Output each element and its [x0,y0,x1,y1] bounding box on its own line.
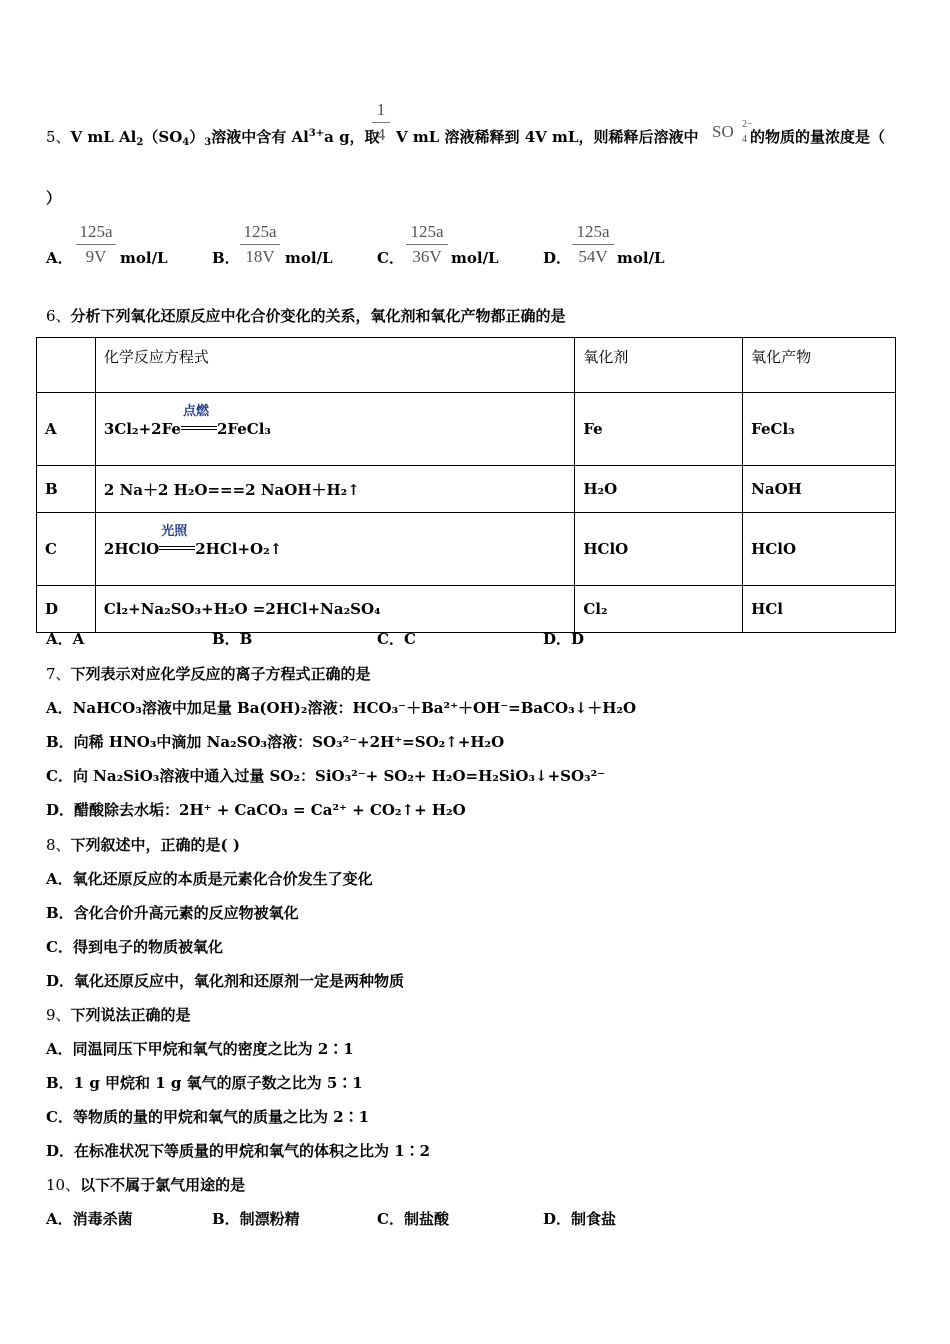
q5-option-a-label: A． [46,249,73,267]
q8-option-b[interactable]: B．含化合价升高元素的反应物被氧化 [46,904,299,922]
reaction-condition: 点燃 [181,420,217,438]
q5-option-a-fraction: 125a 9V [76,222,116,267]
row-equation: 2HClO 光照 2HCl+O₂↑ [95,513,574,586]
row-product: HClO [743,513,896,586]
q5-sulfate-ion: SO 2− 4 [712,119,753,145]
q5-stem-end: 的物质的量浓度是（ [750,128,886,146]
q5-option-c-label: C． [377,249,404,267]
q10-option-b[interactable]: B．制漂粉精 [212,1210,300,1228]
q6-answer-b[interactable]: B．B [212,630,253,648]
q9-option-a[interactable]: A．同温同压下甲烷和氧气的密度之比为 2∶1 [46,1040,354,1058]
row-label: A [37,393,96,466]
q6-answer-d[interactable]: D．D [543,630,585,648]
q5-number: 5、 [46,128,71,146]
q7-option-c[interactable]: C．向 Na₂SiO₃溶液中通入过量 SO₂：SiO₃²⁻+ SO₂+ H₂O=H₂SiO₃↓+SO₃²⁻ [46,767,606,785]
q7-option-b[interactable]: B．向稀 HNO₃中滴加 Na₂SO₃溶液：SO₃²⁻+2H⁺=SO₂↑+H₂O [46,733,505,751]
q6-stem: 6、分析下列氧化还原反应中化合价变化的关系，氧化剂和氧化产物都正确的是 [46,307,566,325]
q10-option-c[interactable]: C．制盐酸 [377,1210,449,1228]
q5-option-a-unit: mol/L [120,249,168,267]
q7-option-a[interactable]: A．NaHCO₃溶液中加足量 Ba(OH)₂溶液：HCO₃⁻＋Ba²⁺＋OH⁻=BaCO₃↓＋H₂O [46,699,637,717]
row-equation: 3Cl₂+2Fe 点燃 2FeCl₃ [95,393,574,466]
row-label: C [37,513,96,586]
q9-option-b[interactable]: B．1 g 甲烷和 1 g 氧气的原子数之比为 5∶1 [46,1074,363,1092]
table-row [37,586,896,633]
q8-option-c[interactable]: C．得到电子的物质被氧化 [46,938,223,956]
row-product: FeCl₃ [743,393,896,466]
row-equation: Cl₂+Na₂SO₃+H₂O =2HCl+Na₂SO₄ [95,586,574,633]
q5-fraction-quarter: 1 4 [372,100,390,145]
header-oxidant: 氧化剂 [575,338,743,393]
header-blank [37,338,96,393]
row-product: NaOH [743,466,896,513]
row-oxidant: Fe [575,393,743,466]
header-product: 氧化产物 [743,338,896,393]
row-oxidant: Cl₂ [575,586,743,633]
q10-option-a[interactable]: A．消毒杀菌 [46,1210,133,1228]
row-label: D [37,586,96,633]
q9-option-c[interactable]: C．等物质的量的甲烷和氧气的质量之比为 2∶1 [46,1108,370,1126]
q5-option-c-unit: mol/L [451,249,499,267]
q6-answer-c[interactable]: C．C [377,630,416,648]
q9-option-d[interactable]: D．在标准状况下等质量的甲烷和氧气的体积之比为 1∶2 [46,1142,431,1160]
row-equation: 2 Na＋2 H₂O===2 NaOH＋H₂↑ [95,466,574,513]
table-row [37,466,896,513]
header-equation: 化学反应方程式 [95,338,574,393]
table-row [37,513,896,586]
q5-stem-cont: V mL 溶液稀释到 4V mL，则稀释后溶液中 [396,128,699,146]
q8-stem: 8、下列叙述中，正确的是( ) [46,836,240,854]
q5-option-b-label: B． [212,249,240,267]
row-product: HCl [743,586,896,633]
q5-close-paren: ） [46,189,62,207]
q10-stem: 10、以下不属于氯气用途的是 [46,1176,246,1194]
row-oxidant: HClO [575,513,743,586]
reaction-condition: 光照 [159,540,195,558]
q5-option-d-fraction: 125a 54V [572,222,614,267]
q7-stem: 7、下列表示对应化学反应的离子方程式正确的是 [46,665,371,683]
q5-option-b-unit: mol/L [285,249,333,267]
q10-option-d[interactable]: D．制食盐 [543,1210,617,1228]
row-oxidant: H₂O [575,466,743,513]
q7-option-d[interactable]: D．醋酸除去水垢：2H⁺ + CaCO₃ = Ca²⁺ + CO₂↑+ H₂O [46,801,466,819]
table-header-row [37,338,896,393]
q9-stem: 9、下列说法正确的是 [46,1006,191,1024]
row-label: B [37,466,96,513]
q6-reaction-table [36,337,896,633]
q5-option-d-label: D． [543,249,572,267]
q8-option-d[interactable]: D．氧化还原反应中，氧化剂和还原剂一定是两种物质 [46,972,405,990]
q5-stem: 5、V mL $Al_2(SO_4)_3$溶液中含有 $Al^{3+}a$ g，取 [46,128,380,148]
q5-option-c-fraction: 125a 36V [406,222,448,267]
q5-option-d-unit: mol/L [617,249,665,267]
q8-option-a[interactable]: A．氧化还原反应的本质是元素化合价发生了变化 [46,870,373,888]
q6-answer-a[interactable]: A．A [46,630,85,648]
q5-option-b-fraction: 125a 18V [240,222,280,267]
table-row [37,393,896,466]
